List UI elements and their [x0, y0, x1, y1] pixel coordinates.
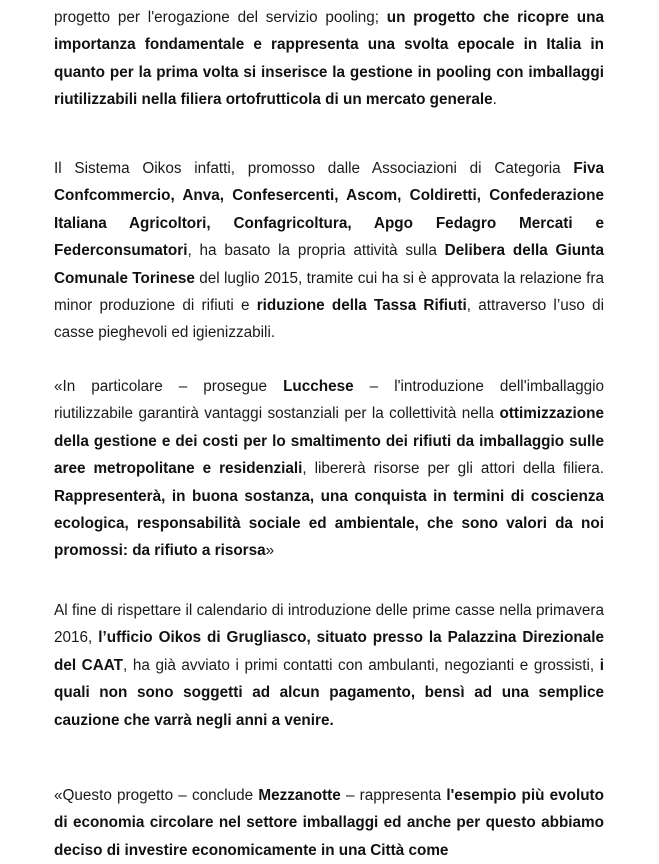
- paragraph: [54, 782, 604, 864]
- bold-text-run: ottimizzazione della gestione e dei costi per lo smaltimento dei rifiuti da imballaggio sulle aree metropolitane e residenziali: [54, 405, 604, 478]
- bold-text-run: Rappresenterà, in buona sostanza, una conquista in termini di coscienza ecologica, responsabilità sociale ed ambientale, che sono valori da noi promossi: da rifiuto a risorsa: [54, 487, 604, 560]
- text-run: , attraverso l’uso di casse pieghevoli ed igienizzabili.: [54, 297, 605, 342]
- text-run: – rappresenta: [340, 787, 447, 804]
- paragraph: [54, 155, 604, 347]
- bold-text-run: Lucchese: [283, 378, 354, 395]
- bold-text-run: l'esempio più evoluto di economia circolare nel settore imballaggi ed anche per questo abbiamo deciso di investire economicamente in una Città come: [54, 787, 604, 859]
- text-run: Il Sistema Oikos infatti, promosso dalle Associazioni di Categoria: [54, 160, 574, 177]
- text-run: – l'introduzione dell'imballaggio riutilizzabile garantirà vantaggi sostanziali per la collettività nella: [54, 378, 605, 423]
- bold-text-run: i quali non sono soggetti ad alcun pagamento, bensì ad una semplice cauzione che varrà negli anni a venire.: [54, 656, 605, 729]
- text-run: , ha già avviato i primi contatti con ambulanti, negozianti e grossisti,: [123, 656, 600, 674]
- text-run: «Questo progetto – conclude: [54, 787, 259, 804]
- text-run: .: [492, 91, 497, 109]
- paragraph: [54, 373, 604, 565]
- bold-text-run: riduzione della Tassa Rifiuti: [256, 297, 467, 315]
- text-run: del luglio 2015, tramite cui ha si è approvata la relazione fra minor produzione di rifiuti e: [54, 269, 604, 315]
- text-run: , libererà risorse per gli attori della filiera.: [302, 460, 604, 478]
- paragraph: [54, 4, 604, 114]
- bold-text-run: Delibera della Giunta Comunale Torinese: [54, 242, 604, 287]
- text-run: »: [265, 542, 275, 560]
- text-run: , ha basato la propria attività sulla: [187, 242, 445, 260]
- text-run: «In particolare – prosegue: [54, 378, 284, 395]
- text-run: Al fine di rispettare il calendario di introduzione delle prime casse nella primavera 2016,: [54, 602, 604, 647]
- bold-text-run: Fiva Confcommercio, Anva, Confesercenti, Ascom, Coldiretti, Confederazione Italiana Agricoltori, Confagricoltura, Apgo Fedagro Mercati e Federconsumatori: [54, 160, 604, 260]
- bold-text-run: un progetto che ricopre una importanza fondamentale e rappresenta una svolta epocale in Italia in quanto per la prima volta si inserisce la gestione in pooling con imballaggi riutilizzabili nella filiera ortofrutticola di un mercato generale: [54, 9, 604, 109]
- text-run: progetto per l'erogazione del servizio pooling;: [54, 9, 387, 26]
- bold-text-run: l’ufficio Oikos di Grugliasco, situato presso la Palazzina Direzionale del CAAT: [54, 629, 604, 674]
- bold-text-run: Mezzanotte: [258, 787, 341, 804]
- paragraph: [54, 597, 604, 734]
